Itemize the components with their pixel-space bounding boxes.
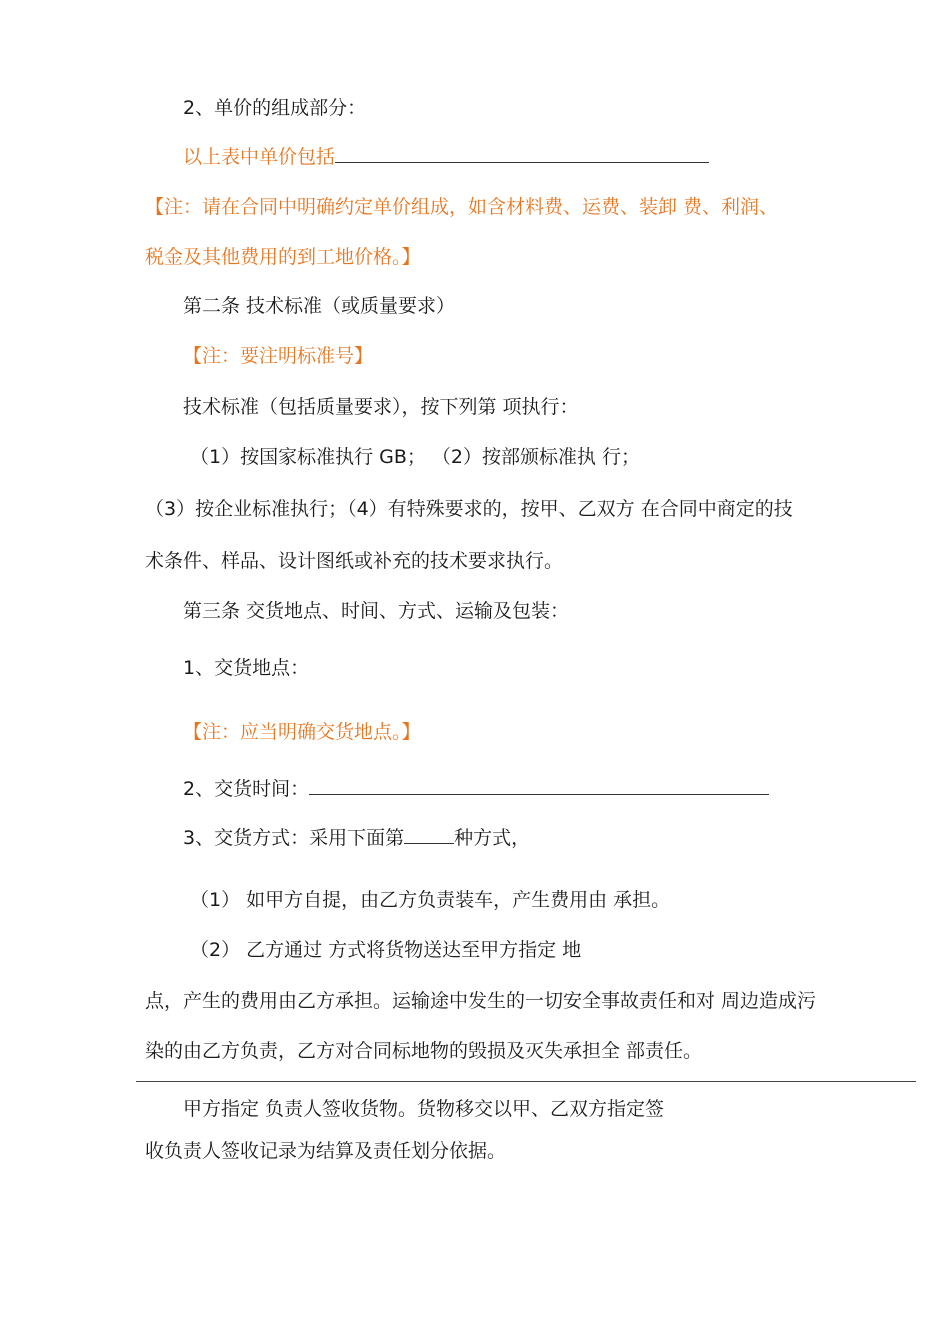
delivery-location: 1、交货地点： — [183, 657, 310, 679]
delivery-method-blank — [404, 825, 454, 844]
article-2-title: 第二条 技术标准（或质量要求） — [183, 295, 456, 317]
delivery-option-2: （2） 乙方通过 方式将货物送达至甲方指定 地 — [190, 939, 582, 961]
standard-options-3-4: （3）按企业标准执行；（4）有特殊要求的，按甲、乙双方 在合同中商定的技 — [145, 498, 793, 520]
standard-options-1-2: （1）按国家标准执行 GB； （2）按部颁标准执 行； — [190, 446, 641, 468]
technical-standard-clause: 技术标准（包括质量要求），按下列第 项执行： — [183, 396, 579, 418]
section-divider — [136, 1081, 916, 1082]
note-delivery-location: 【注：应当明确交货地点。】 — [183, 721, 421, 743]
article-3-title: 第三条 交货地点、时间、方式、运输及包装： — [183, 600, 570, 622]
standard-options-continued: 术条件、样品、设计图纸或补充的技术要求执行。 — [145, 550, 564, 572]
unit-price-includes-label: 以上表中单价包括 — [183, 146, 336, 168]
item-unit-price-composition: 2、单价的组成部分： — [183, 97, 367, 119]
delivery-method-line — [183, 825, 530, 850]
delivery-method-suffix: 种方式， — [454, 827, 531, 849]
receipt-clause-line2: 收负责人签收记录为结算及责任划分依据。 — [145, 1140, 507, 1162]
unit-price-includes-line — [183, 144, 709, 169]
note-standard-number: 【注：要注明标准号】 — [183, 345, 374, 367]
delivery-option-2-cont1: 点，产生的费用由乙方承担。运输途中发生的一切安全事故责任和对 周边造成污 — [145, 990, 817, 1012]
delivery-method-label: 3、交货方式：采用下面第 — [183, 827, 405, 849]
receipt-clause-line1: 甲方指定 负责人签收货物。货物移交以甲、乙双方指定签 — [183, 1098, 665, 1120]
delivery-option-2-cont2: 染的由乙方负责，乙方对合同标地物的毁损及灭失承担全 部责任。 — [145, 1040, 703, 1062]
delivery-time-line — [183, 776, 769, 801]
unit-price-blank — [335, 144, 709, 163]
delivery-option-1: （1） 如甲方自提，由乙方负责装车，产生费用由 承担。 — [190, 889, 671, 911]
note-unit-price-line1: 【注：请在合同中明确约定单价组成，如含材料费、运费、装卸 费、利润、 — [145, 196, 779, 218]
note-unit-price-line2: 税金及其他费用的到工地价格。】 — [145, 246, 421, 268]
delivery-time-label: 2、交货时间： — [183, 778, 310, 800]
delivery-time-blank — [309, 776, 769, 795]
